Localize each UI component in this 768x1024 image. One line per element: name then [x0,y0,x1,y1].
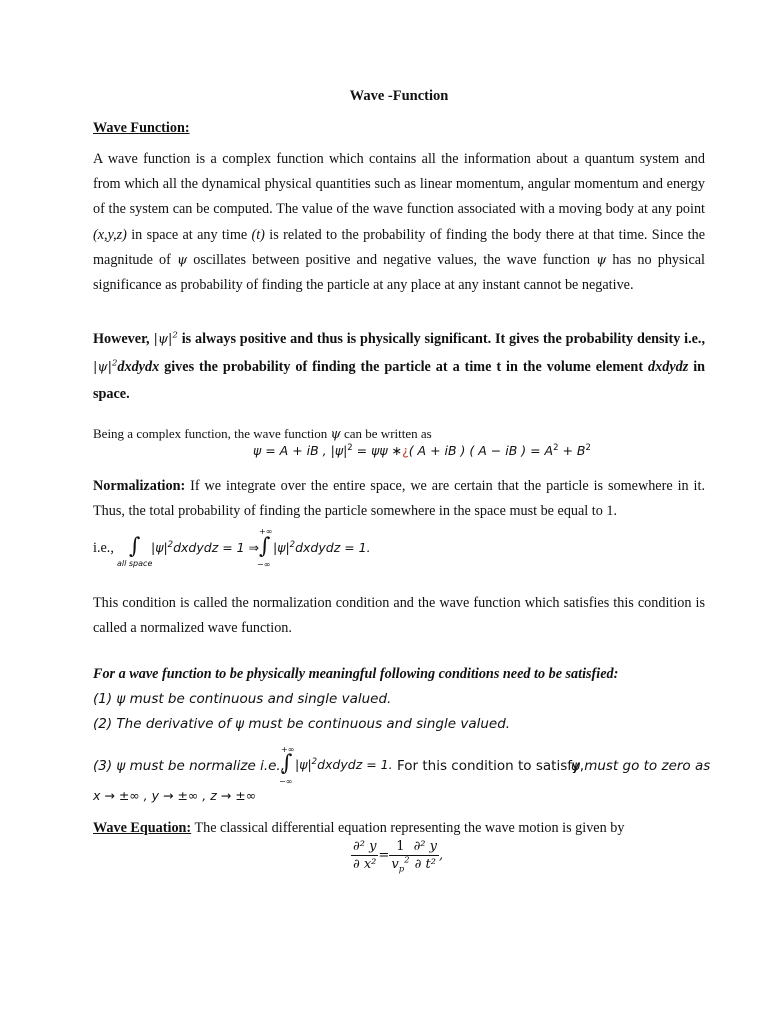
complex-function-text: Being a complex function, the wave function ψ can be written as [93,426,432,442]
condition-3: (3) ψ must be normalize i.e., +∞ ∫ −∞ $|\psi|^2dxdydz = 1$. For this condition to satisfy, ψ must go to zero as [93,745,711,786]
wave-equation-line: Wave Equation: The classical differential equation representing the wave motion is given by [93,820,625,836]
probability-density-paragraph: However, $|\psi|^2$ is always positive and thus is physically significant. It gives the probability density i.e., $|\psi|^2dxdydx$ gives the probability of finding the particle at a time t in the volume element dxdydz in space. [93,330,706,402]
conditions-heading: For a wave function to be physically meaningful following conditions need to be satisfied: [93,666,619,682]
page-title: Wave -Function [349,88,449,104]
condition-1: (1) ψ must be continuous and single valued. [93,691,392,707]
normalization-paragraph: Normalization: If we integrate over the entire space, we are certain that the particle is somewhere in it. Thus, the total probability of finding the particle somewhere in the space must be equal to 1. [93,478,705,520]
wave-function-heading: Wave Function: [93,120,190,136]
wave-equation-heading: Wave Equation: [93,820,192,836]
document-page [93,0,711,1024]
wave-function-paragraph: A wave function is a complex function which contains all the information about a quantum system and from which all the dynamical physical quantities such as linear momentum, angular momentum and energy of the system can be computed. The value of the wave function associated with a moving body at any point (x,y,z) in space at any time (t) is related to the probability of finding the body there at that time. Since the magnitude of ψ oscillates between positive and negative values, the wave function ψ has no physical significance as probability of finding the particle at any place at any instant cannot be negative. [93,151,706,294]
limits-text: x → ±∞ , y → ±∞ , z → ±∞ [93,788,257,803]
complex-form-equation: ψ = A + iB , $|\psi|^2 = \psi\psi$ ∗¿( A + iB ) ( A − iB ) = $A^2 + B^2$ [253,442,591,458]
normalization-heading: Normalization: [93,478,186,494]
normalization-condition-paragraph: This condition is called the normalization condition and the wave function which satisfies this condition is called a normalized wave function. [93,595,705,637]
wave-equation-formula: $\frac{\text{∂² y}}{\text{∂ x²}}$ = $\frac{1}{v_p^2}$ $\frac{\text{∂² y}}{\text{∂ t²}}$ , [353,839,444,875]
normalization-equation: i.e., ∫ all space $|\psi|^2dxdydz = 1$ ⇒ +∞ ∫ −∞ $|\psi|^2dxdydz = 1$. [93,527,371,569]
condition-2: (2) The derivative of ψ must be continuous and single valued. [93,716,511,732]
